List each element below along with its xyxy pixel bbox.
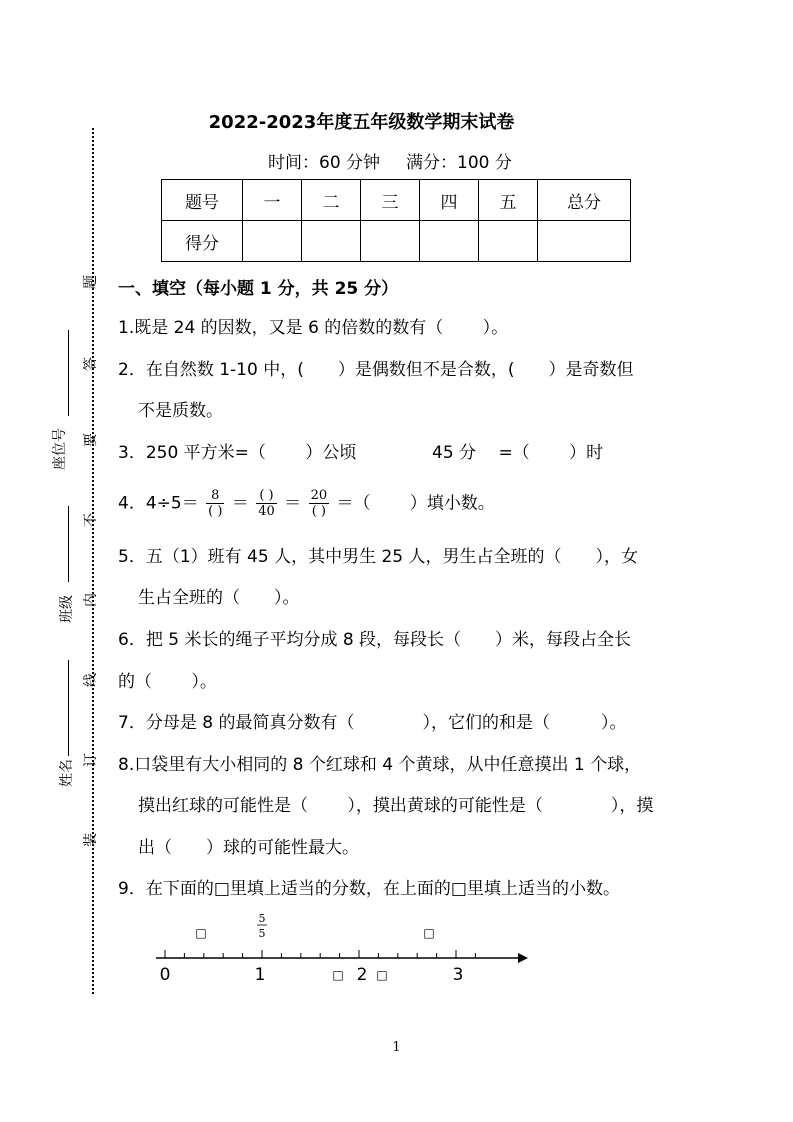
class-line [68, 506, 69, 582]
tick-label-2: 2 [356, 965, 368, 985]
number-line-ticks [165, 950, 475, 958]
answer-box-below-2: □ [376, 968, 388, 982]
question-5-line-1: 5．五（1）班有 45 人，其中男生 25 人，男生占全班的（ ），女 [118, 547, 639, 567]
tick-label-3: 3 [452, 965, 464, 985]
cell-section-5: 五 [479, 180, 538, 221]
binding-mark: 答 [83, 357, 99, 371]
binding-mark: 线 [83, 673, 99, 687]
fraction-2 [256, 488, 277, 519]
fraction-3-numerator: 20 [310, 488, 328, 503]
binding-mark: 装 [83, 833, 99, 847]
seat-number-label: 座位号 [52, 428, 68, 470]
score-input-2[interactable] [302, 221, 361, 262]
score-input-5[interactable] [479, 221, 538, 262]
fraction-1 [206, 488, 224, 519]
score-input-total[interactable] [538, 221, 631, 262]
number-line [150, 908, 540, 988]
cell-total: 总分 [538, 180, 631, 221]
score-input-1[interactable] [243, 221, 302, 262]
answer-box-below-1: □ [332, 968, 344, 982]
fraction-label-numerator: 5 [258, 912, 266, 925]
question-1: 1.既是 24 的因数，又是 6 的倍数的数有（ ）。 [118, 318, 509, 338]
seat-number-line [68, 330, 69, 416]
score-table-score-row [162, 221, 631, 262]
time-limit: 时间：60 分钟 [268, 153, 381, 173]
question-8-line-1: 8.口袋里有大小相同的 8 个红球和 4 个黄球，从中任意摸出 1 个球， [118, 755, 642, 775]
full-score: 满分：100 分 [406, 153, 512, 173]
binding-mark: 要 [83, 433, 99, 447]
question-2-line-2: 不是质数。 [138, 401, 223, 421]
cell-section-3: 三 [361, 180, 420, 221]
question-2-line-1: 2．在自然数 1-10 中，( ）是偶数但不是合数，( ）是奇数但 [118, 360, 634, 380]
fraction-2-denominator: 40 [258, 504, 275, 519]
binding-mark: 内 [83, 593, 99, 607]
binding-dotted-line [92, 128, 94, 994]
binding-mark: 题 [83, 275, 99, 289]
question-4-tail: ＝（ ）填小数。 [336, 493, 495, 514]
question-8-line-2: 摸出红球的可能性是（ ），摸出黄球的可能性是（ ），摸 [138, 796, 654, 816]
question-4-lead: 4．4÷5＝ [118, 493, 199, 514]
score-table [161, 179, 631, 262]
cell-score-label: 得分 [162, 221, 243, 262]
fraction-3-denominator: ( ) [311, 504, 326, 519]
score-table-header-row [162, 180, 631, 221]
cell-question-number: 题号 [162, 180, 243, 221]
cell-section-1: 一 [243, 180, 302, 221]
question-3-part-1: 3．250 平方米=（ ）公顷 [118, 443, 357, 463]
page-number: 1 [392, 1040, 401, 1055]
question-6-line-2: 的（ ）。 [118, 672, 217, 692]
cell-section-4: 四 [420, 180, 479, 221]
name-line [68, 660, 69, 756]
fraction-2-numerator: ( ) [256, 488, 277, 504]
score-input-3[interactable] [361, 221, 420, 262]
fraction-label-denominator: 5 [258, 927, 266, 940]
question-7: 7．分母是 8 的最简真分数有（ ），它们的和是（ ）。 [118, 713, 627, 733]
tick-label-1: 1 [254, 965, 266, 985]
binding-mark: 不 [83, 513, 99, 527]
section-title: 一、填空（每小题 1 分，共 25 分） [118, 279, 399, 299]
tick-label-0: 0 [159, 965, 171, 985]
fraction-1-numerator: 8 [206, 488, 224, 504]
binding-mark: 订 [83, 753, 99, 767]
exam-title: 2022-2023年度五年级数学期末试卷 [208, 112, 515, 133]
cell-section-2: 二 [302, 180, 361, 221]
score-input-4[interactable] [420, 221, 479, 262]
fraction-3 [309, 488, 330, 519]
question-5-line-2: 生占全班的（ ）。 [138, 588, 300, 608]
question-9: 9．在下面的□里填上适当的分数，在上面的□里填上适当的小数。 [118, 879, 620, 899]
question-3-part-2: 45 分 =（ ）时 [432, 443, 604, 463]
exam-info [268, 148, 512, 173]
question-4 [118, 488, 495, 519]
equals-sign: ＝ [231, 493, 249, 514]
answer-box-above-2: □ [423, 926, 435, 940]
name-label: 姓名 [59, 759, 75, 787]
fraction-1-denominator: ( ) [208, 504, 223, 519]
question-8-line-3: 出（ ）球的可能性最大。 [138, 838, 359, 858]
class-label: 班级 [59, 595, 75, 623]
question-6-line-1: 6．把 5 米长的绳子平均分成 8 段，每段长（ ）米，每段占全长 [118, 630, 632, 650]
equals-sign: ＝ [284, 493, 302, 514]
number-line-arrow [518, 953, 528, 963]
answer-box-above-1: □ [195, 926, 207, 940]
